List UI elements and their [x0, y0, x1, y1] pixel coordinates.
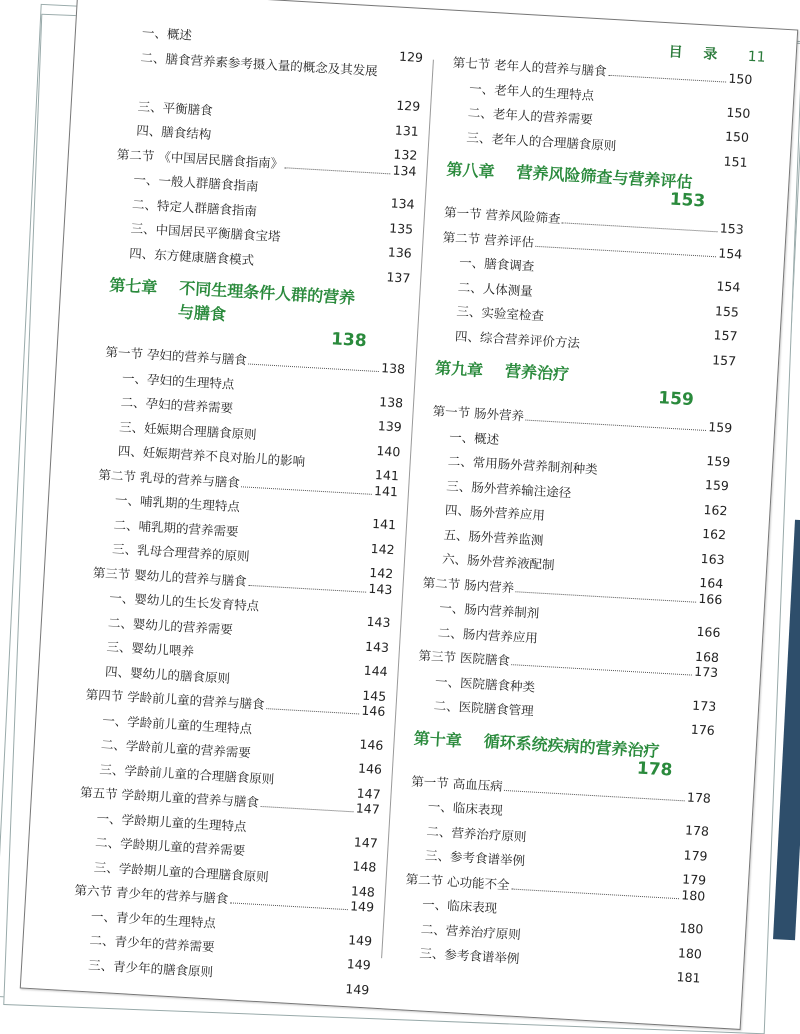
- entry-label: 四、综合营养评价方法: [454, 327, 581, 351]
- entry-page: 139: [377, 418, 403, 435]
- entry-label: 第三节 医院膳食: [418, 647, 511, 669]
- page-number: 11: [747, 48, 767, 66]
- entry-label: 第一节 高血压病: [410, 773, 504, 794]
- toc-left-column: [70, 20, 425, 997]
- entry-label: 四、膳食结构: [135, 122, 212, 142]
- chapter-number: 第七章: [108, 275, 158, 298]
- spacer: [238, 536, 371, 544]
- entry-label: 第六节 青少年的营养与膳食: [74, 882, 229, 907]
- entry-page: 132: [393, 146, 418, 163]
- entry-label: 第二节 肠内营养: [422, 574, 515, 595]
- spacer: [230, 682, 363, 690]
- entry-page: 154: [717, 244, 743, 262]
- spacer: [545, 520, 703, 529]
- entry-page: 153: [719, 220, 745, 237]
- entry-page: 176: [690, 721, 716, 738]
- entry-label: 五、肠外营养监测: [443, 526, 544, 548]
- entry-label: 三、参考食谱举例: [419, 945, 520, 967]
- spacer: [571, 497, 704, 505]
- spacer: [252, 733, 360, 739]
- entry-label: 一、临床表现: [421, 896, 498, 916]
- dot-leader: [562, 222, 717, 232]
- toc-page: [20, 0, 798, 1030]
- spacer: [616, 150, 724, 156]
- entry-label: 第二节 营养评估: [442, 229, 535, 250]
- entry-page: 141: [373, 482, 399, 499]
- entry-label: 一、肠内营养制剂: [438, 599, 540, 621]
- entry-page: 163: [700, 550, 726, 567]
- spacer: [194, 656, 364, 666]
- entry-page: 164: [698, 574, 724, 592]
- entry-label: 二、哺乳期的营养需要: [113, 516, 239, 539]
- entry-page: 181: [676, 969, 701, 986]
- chapter-title: 循环系统疾病的营养治疗: [483, 731, 661, 761]
- entry-label: 第一节 营养风险筛查: [443, 204, 561, 227]
- entry-page: 142: [368, 564, 394, 582]
- spacer: [305, 466, 376, 470]
- entry-label: 二、肠内营养应用: [437, 624, 539, 646]
- spacer: [233, 413, 378, 421]
- entry-page: 149: [349, 898, 375, 915]
- spacer: [257, 215, 390, 223]
- dot-leader: [261, 806, 354, 812]
- entry-label: 一、老年人的生理特点: [468, 80, 595, 103]
- entry-page: 142: [370, 540, 396, 557]
- spacer: [520, 939, 678, 948]
- entry-label: 四、婴幼儿的膳食原则: [104, 663, 231, 686]
- entry-label: 三、实验室检查: [456, 303, 545, 324]
- dot-leader: [249, 364, 379, 373]
- entry-label: 第三节 婴幼儿的营养与膳食: [92, 564, 248, 589]
- entry-page: 138: [380, 360, 406, 377]
- spacer: [543, 544, 701, 553]
- entry-page: 148: [352, 858, 377, 875]
- entry-page: 149: [346, 956, 372, 973]
- entry-page: 151: [723, 153, 748, 170]
- entry-label: 第一节 肠外营养: [432, 403, 525, 424]
- spacer: [240, 511, 373, 519]
- entry-label: 一、青少年的生理特点: [90, 907, 217, 931]
- entry-page: 150: [726, 104, 751, 121]
- entry-page: 178: [686, 788, 712, 806]
- entry-label: 三、学龄期儿童的合理膳食原则: [93, 858, 270, 885]
- entry-page: 166: [696, 623, 721, 641]
- spacer: [256, 439, 376, 446]
- chapter-title: 不同生理条件人群的营养与膳食: [177, 278, 356, 325]
- entry-label: 一、一般人群膳食指南: [133, 171, 259, 194]
- spacer: [497, 913, 680, 924]
- spacer: [377, 75, 421, 78]
- entry-page: 135: [388, 219, 414, 237]
- spacer: [533, 295, 716, 306]
- entry-label: 二、学龄前儿童的营养需要: [100, 736, 252, 761]
- spacer: [259, 611, 367, 617]
- entry-label: 四、肠外营养应用: [444, 502, 546, 523]
- spacer: [258, 191, 391, 199]
- dot-leader: [516, 591, 696, 602]
- spacer: [554, 569, 699, 577]
- entry-label: 第四节 学龄前儿童的营养与膳食: [85, 686, 265, 712]
- entry-page: 146: [357, 760, 383, 777]
- entry-page: 162: [703, 501, 728, 518]
- entry-label: 三、参考食谱举例: [424, 847, 526, 869]
- spacer: [246, 831, 354, 837]
- entry-label: 三、中国居民平衡膳食宝塔: [130, 220, 281, 245]
- entry-label: 二、常用肠外营养制剂种类: [447, 453, 599, 477]
- spacer: [535, 691, 693, 700]
- entry-label: 二、孕妇的营养需要: [120, 394, 234, 416]
- spacer: [519, 963, 677, 972]
- entry-page: 150: [728, 70, 753, 88]
- chapter-page: 178: [636, 758, 673, 781]
- entry-label: 一、概述: [448, 428, 500, 447]
- spacer: [268, 881, 351, 886]
- dot-leader: [248, 584, 366, 592]
- entry-page: 138: [378, 393, 404, 410]
- dot-leader: [504, 789, 684, 800]
- dot-leader: [241, 486, 371, 495]
- entry-label: 二、特定人群膳食指南: [131, 196, 258, 219]
- chapter-number: 第九章: [434, 358, 484, 381]
- toc-chapter[interactable]: [106, 272, 409, 353]
- entry-page: 178: [684, 822, 710, 839]
- entry-label: 四、妊娠期营养不良对胎儿的影响: [117, 443, 306, 469]
- spacer: [211, 139, 394, 150]
- dot-leader: [536, 245, 716, 256]
- chapter-page: 138: [330, 329, 368, 352]
- entry-page: 146: [359, 736, 384, 753]
- spacer: [538, 642, 696, 651]
- entry-page: 136: [387, 244, 413, 261]
- dot-leader: [266, 708, 359, 714]
- header-title: 目 录: [668, 44, 726, 64]
- entry-label: 二、老年人的营养需要: [467, 104, 594, 127]
- dot-leader: [285, 167, 391, 174]
- entry-page: 157: [713, 327, 738, 344]
- entry-label: 第二节 心功能不全: [405, 870, 510, 892]
- spacer: [214, 952, 347, 960]
- entry-page: 144: [363, 662, 389, 680]
- entry-page: 179: [681, 871, 707, 888]
- spacer: [533, 715, 691, 724]
- entry-page: 173: [691, 697, 717, 714]
- entry-page: 129: [395, 97, 421, 114]
- entry-page: 143: [364, 638, 390, 655]
- entry-label: [121, 85, 139, 86]
- spacer: [245, 855, 353, 861]
- entry-label: 二、膳食营养素参考摄入量的概念及其发展: [140, 49, 379, 78]
- entry-label: 一、医院膳食种类: [434, 673, 536, 695]
- entry-label: 二、青少年的营养需要: [89, 932, 215, 955]
- dot-leader: [511, 888, 679, 899]
- entry-label: 四、东方健康膳食模式: [128, 244, 255, 268]
- entry-page: 143: [368, 580, 393, 597]
- entry-label: 二、学龄期儿童的营养需要: [94, 834, 246, 859]
- entry-label: 三、婴幼儿喂养: [106, 638, 195, 659]
- entry-label: 第五节 学龄期儿童的营养与膳食: [79, 784, 260, 810]
- spacer: [249, 561, 369, 568]
- entry-page: 146: [361, 702, 386, 719]
- dot-leader: [512, 664, 692, 675]
- entry-label: 一、临床表现: [427, 798, 504, 818]
- spacer: [525, 865, 683, 874]
- entry-page: 154: [716, 278, 741, 295]
- spacer: [544, 320, 714, 330]
- spacer: [503, 815, 686, 826]
- chapter-page: 159: [657, 388, 695, 411]
- entry-label: 一、哺乳期的生理特点: [114, 492, 241, 515]
- entry-page: 179: [683, 846, 708, 864]
- entry-page: 168: [694, 648, 720, 665]
- entry-page: 140: [376, 442, 401, 459]
- entry-label: 三、平衡膳食: [137, 98, 214, 118]
- page-header: [668, 41, 766, 67]
- entry-page: 180: [677, 944, 703, 962]
- entry-label: 三、肠外营养输注途径: [446, 477, 572, 500]
- entry-label: 三、学龄前儿童的合理膳食原则: [99, 761, 275, 787]
- entry-label: 二、人体测量: [457, 278, 534, 299]
- spacer: [274, 783, 357, 788]
- spacer: [234, 388, 379, 396]
- spacer: [594, 99, 727, 107]
- chapter-title: 营养治疗: [504, 361, 570, 384]
- entry-page: 159: [706, 452, 731, 469]
- entry-label: 三、乳母合理营养的原则: [111, 540, 250, 564]
- entry-label: 二、营养治疗原则: [420, 920, 522, 942]
- entry-page: 137: [386, 268, 411, 286]
- spacer: [213, 976, 346, 984]
- chapter-title: 营养风险筛查与营养评估: [516, 162, 693, 192]
- spacer: [526, 841, 684, 850]
- entry-page: 148: [350, 882, 376, 900]
- entry-page: 147: [353, 833, 379, 851]
- spacer: [216, 927, 349, 935]
- entry-page: 180: [679, 920, 704, 937]
- spacer: [534, 271, 717, 282]
- entry-label: 一、学龄期儿童的生理特点: [96, 810, 247, 834]
- dot-leader: [608, 75, 726, 83]
- entry-label: 第二节 《中国居民膳食指南》: [116, 146, 284, 171]
- entry-label: 二、营养治疗原则: [426, 823, 527, 844]
- entry-page: 166: [698, 590, 723, 607]
- entry-label: 二、婴幼儿的营养需要: [107, 614, 234, 637]
- entry-page: 134: [392, 162, 417, 179]
- entry-label: 三、青少年的膳食原则: [87, 956, 214, 979]
- dot-leader: [526, 420, 706, 431]
- entry-label: 三、老年人的合理膳食原则: [466, 129, 617, 153]
- spacer: [580, 347, 713, 355]
- entry-page: 145: [361, 687, 387, 704]
- spacer: [233, 634, 366, 642]
- spacer: [250, 757, 358, 763]
- entry-page: 162: [701, 525, 727, 543]
- entry-page: 147: [356, 784, 381, 802]
- spacer: [539, 618, 697, 627]
- entry-page: 159: [704, 477, 730, 494]
- spacer: [597, 474, 705, 480]
- entry-page: 147: [355, 800, 381, 817]
- entry-page: 149: [345, 980, 370, 997]
- entry-page: 143: [366, 613, 391, 631]
- dot-leader: [230, 902, 348, 910]
- spacer: [212, 115, 395, 126]
- entry-page: 149: [347, 931, 373, 949]
- entry-page: 155: [714, 302, 740, 320]
- entry-page: 173: [693, 663, 719, 681]
- entry-label: 二、医院膳食管理: [433, 697, 535, 719]
- entry-label: 六、肠外营养液配制: [441, 551, 555, 573]
- entry-page: 131: [394, 122, 420, 139]
- entry-label: 第七节 老年人的营养与膳食: [452, 54, 607, 79]
- entry-page: 129: [398, 48, 424, 66]
- entry-page: 141: [371, 515, 397, 533]
- entry-page: 141: [374, 467, 400, 484]
- entry-page: 150: [724, 128, 750, 145]
- entry-label: 一、婴幼儿的生长发育特点: [108, 589, 260, 614]
- spacer: [592, 124, 725, 132]
- entry-label: 一、学龄前儿童的生理特点: [101, 712, 253, 736]
- entry-label: 一、膳食调查: [458, 254, 535, 274]
- chapter-number: 第十章: [413, 728, 463, 750]
- entry-label: 第一节 孕妇的营养与膳食: [105, 344, 248, 368]
- entry-page: 180: [680, 886, 706, 904]
- entry-label: 一、概述: [141, 24, 193, 43]
- entry-label: 一、孕妇的生理特点: [121, 369, 235, 392]
- entry-label: 三、妊娠期合理膳食原则: [118, 418, 258, 442]
- entry-page: 134: [390, 195, 415, 212]
- spacer: [280, 241, 388, 247]
- chapter-number: 第八章: [446, 159, 496, 182]
- chapter-page: 153: [669, 189, 706, 212]
- spacer: [254, 264, 387, 272]
- entry-label: 第二节 乳母的营养与膳食: [98, 466, 241, 490]
- entry-page: 159: [707, 419, 733, 436]
- toc-right-column: [401, 51, 753, 986]
- entry-page: 157: [711, 351, 737, 369]
